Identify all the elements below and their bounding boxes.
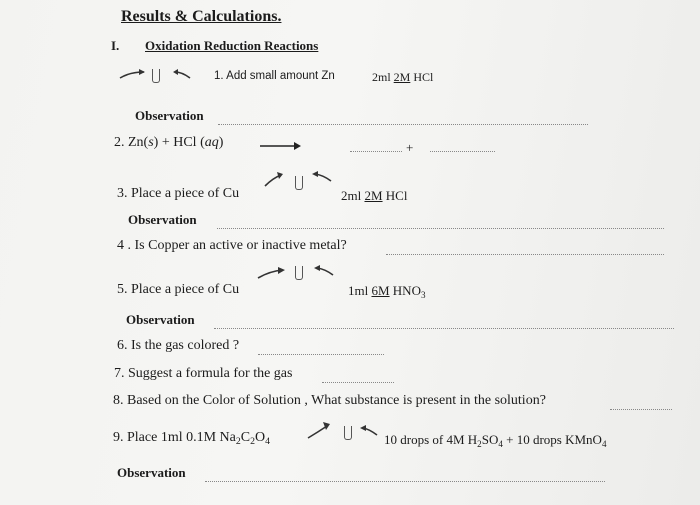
page-title: Results & Calculations.: [121, 8, 282, 25]
step9-h-subscript: 2: [477, 439, 482, 449]
section-title: Oxidation Reduction Reactions: [145, 38, 319, 53]
test-tube-icon: [344, 426, 352, 440]
observation-answer-line-4[interactable]: [205, 481, 605, 482]
arrow-left-icon: [359, 425, 379, 437]
section-number: I.: [111, 38, 120, 53]
step9-o-text: O: [255, 430, 266, 445]
step8-question: 8. Based on the Color of Solution , What substance is present in the solution?: [113, 393, 546, 408]
step2-state-aq: aq: [204, 135, 219, 150]
step9-c-subscript: 2: [250, 436, 256, 447]
arrow-right-icon: [263, 172, 285, 188]
step3-instruction: 3. Place a piece of Cu: [117, 186, 240, 201]
step9-so-subscript: 4: [498, 439, 503, 449]
step7-answer-line[interactable]: [322, 382, 394, 383]
arrow-left-icon: [172, 68, 192, 80]
observation-answer-line-1[interactable]: [218, 124, 588, 125]
step1-instruction: 1. Add small amount Zn: [214, 70, 335, 82]
step5-reagent-suffix: HNO: [389, 283, 421, 298]
step6-answer-line[interactable]: [258, 354, 384, 355]
arrow-left-icon: [311, 171, 333, 183]
step4-question: 4 . Is Copper an active or inactive metal?: [117, 238, 347, 253]
step3-reagent-conc: 2M: [364, 188, 383, 203]
test-tube-icon: [152, 69, 160, 83]
step9-instruction: [113, 430, 270, 447]
step5-reagent-conc: 6M: [371, 283, 390, 298]
step1-reagent-prefix: 2ml: [372, 70, 394, 84]
step8-answer-line[interactable]: [610, 409, 672, 410]
step9-c-text: C: [240, 430, 251, 445]
step1-reagent-conc: 2M: [393, 70, 411, 84]
observation-label-3: Observation: [126, 312, 195, 327]
reaction-arrow-icon: [260, 141, 302, 151]
product1-answer-line[interactable]: [350, 151, 402, 152]
step5-reagent: [348, 283, 426, 300]
step1-reagent-suffix: HCl: [410, 70, 434, 84]
step9-o-subscript: 4: [265, 436, 271, 447]
arrow-right-icon: [256, 266, 288, 280]
test-tube-icon: [295, 176, 303, 190]
observation-label-4: Observation: [117, 465, 186, 480]
step9-drops-prefix: 10 drops of 4M H: [384, 432, 478, 447]
step6-question: 6. Is the gas colored ?: [117, 338, 240, 353]
step5-reagent-subscript: 3: [420, 290, 426, 300]
observation-answer-line-2[interactable]: [217, 228, 664, 229]
step2-reaction-prefix: 2. Zn(: [114, 135, 149, 150]
plus-sign: +: [406, 140, 414, 155]
product2-answer-line[interactable]: [430, 151, 495, 152]
step1-reagent: [372, 70, 433, 85]
step9-instruction-prefix: 9. Place 1ml 0.1M Na: [113, 430, 236, 445]
step9-drops: [384, 432, 607, 449]
step2-reaction-end: ): [218, 135, 224, 150]
step3-reagent-suffix: HCl: [382, 188, 408, 203]
step9-so-text: SO: [481, 432, 499, 447]
step9-na-subscript: 2: [235, 436, 241, 447]
arrow-right-icon: [118, 68, 148, 80]
arrow-right-icon: [306, 422, 332, 440]
arrow-left-icon: [313, 265, 335, 277]
step2-reaction-middle: ) + HCl (: [153, 135, 205, 150]
step2-state-s: s: [148, 135, 154, 150]
step9-drops-middle: + 10 drops KMnO: [502, 432, 602, 447]
step5-instruction: 5. Place a piece of Cu: [117, 282, 240, 297]
step3-reagent-prefix: 2ml: [341, 188, 365, 203]
step9-kmno-subscript: 4: [601, 439, 607, 449]
step3-reagent: [341, 188, 407, 204]
observation-label-1: Observation: [135, 108, 204, 123]
observation-answer-line-3[interactable]: [214, 328, 674, 329]
step7-question: 7. Suggest a formula for the gas: [114, 366, 293, 381]
observation-label-2: Observation: [128, 212, 197, 227]
step2-reaction: [114, 135, 223, 151]
step4-answer-line[interactable]: [386, 254, 664, 255]
test-tube-icon: [295, 266, 303, 280]
step5-reagent-prefix: 1ml: [348, 283, 372, 298]
